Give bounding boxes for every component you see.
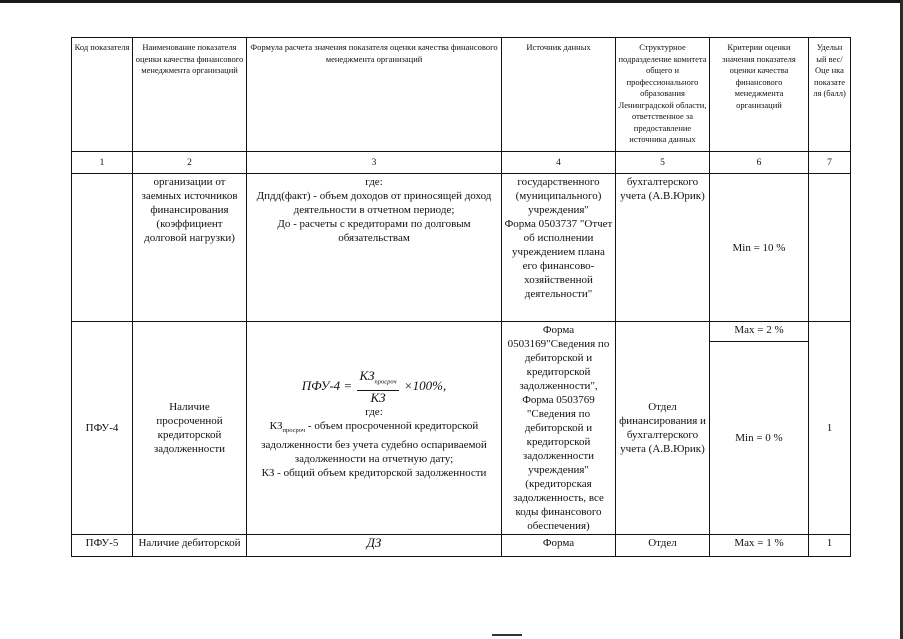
def1-subscript: просроч xyxy=(282,426,306,434)
scan-mark xyxy=(492,634,522,636)
header-code: Код показателя xyxy=(72,38,133,152)
col-number: 1 xyxy=(72,152,133,174)
header-formula: Формула расчета значения показателя оценки качества финансового менеджмента организаций xyxy=(247,38,502,152)
col-number: 2 xyxy=(133,152,247,174)
pfu5-criterion: Max = 1 % xyxy=(710,535,809,557)
formula-tail: ×100%, xyxy=(403,377,447,393)
cont-score xyxy=(809,174,851,322)
def1-symbol: КЗ xyxy=(269,419,283,432)
header-name: Наименование показателя оценки качества финансового менеджмента организаций xyxy=(133,38,247,152)
scan-edge-top xyxy=(0,0,903,3)
formula-fraction xyxy=(357,369,398,405)
pfu5-name: Наличие дебиторской xyxy=(133,535,247,557)
pfu5-formula: ДЗ xyxy=(247,535,502,557)
col-number: 5 xyxy=(616,152,710,174)
pfu4-criterion-max: Max = 2 % xyxy=(710,322,809,342)
pfu4-formula-expression xyxy=(249,369,499,405)
numerator-subscript: просроч xyxy=(374,378,397,386)
pfu4-criterion-min: Min = 0 % xyxy=(710,342,809,535)
pfu4-score: 1 xyxy=(809,322,851,535)
formula-def2: КЗ - общий объем кредиторской задолженности xyxy=(261,466,487,479)
cont-name: организации от заемных источников финансирования (коэффициент долговой нагрузки) xyxy=(133,174,247,322)
formula-def1 xyxy=(249,419,499,466)
pfu4-formula xyxy=(247,322,502,535)
formula-denominator: КЗ xyxy=(370,389,386,405)
formula-numerator xyxy=(357,369,398,391)
cont-dept: бухгалтерского учета (А.В.Юрик) xyxy=(616,174,710,322)
header-criteria: Критерии оценки значения показателя оценки качества финансового менеджмента организаций xyxy=(710,38,809,152)
pfu5-code: ПФУ-5 xyxy=(72,535,133,557)
col-number: 4 xyxy=(502,152,616,174)
pfu5-source: Форма xyxy=(502,535,616,557)
pfu4-source: Форма 0503169"Сведения по дебиторской и кредиторской задолженности", Форма 0503769 "Сведения по дебиторской и кредиторской задолженности учреждения" (кредиторская задолженность, все коды финансового обеспечения) xyxy=(502,322,616,535)
cont-code xyxy=(72,174,133,322)
pfu5-score: 1 xyxy=(809,535,851,557)
numerator-symbol: КЗ xyxy=(359,368,375,383)
formula-where: где: xyxy=(365,405,383,418)
cont-criterion: Min = 10 % xyxy=(710,174,809,322)
indicators-table xyxy=(71,37,851,557)
header-weight: Удельн ый вес/Оце нка показате ля (балл) xyxy=(809,38,851,152)
header-source: Источник данных xyxy=(502,38,616,152)
pfu4-dept: Отдел финансирования и бухгалтерского учета (А.В.Юрик) xyxy=(616,322,710,535)
pfu4-name: Наличие просроченной кредиторской задолженности xyxy=(133,322,247,535)
col-number: 6 xyxy=(710,152,809,174)
col-number: 7 xyxy=(809,152,851,174)
pfu4-code: ПФУ-4 xyxy=(72,322,133,535)
cont-formula-text: где: Дпдд(факт) - объем доходов от приносящей доход деятельности в отчетном периоде; До - расчеты с кредиторами по долговым обязательствам xyxy=(247,174,502,322)
col-number: 3 xyxy=(247,152,502,174)
header-dept: Структурное подразделение комитета общего и профессионального образования Ленинградской области, ответственное за предоставление источника данных xyxy=(616,38,710,152)
pfu5-dept: Отдел xyxy=(616,535,710,557)
formula-lhs: ПФУ-4 = xyxy=(301,377,353,393)
cont-source: государственного (муниципального) учреждения" Форма 0503737 "Отчет об исполнении учреждением плана его финансово-хозяйственной деятельности" xyxy=(502,174,616,322)
def1-text: - объем просроченной кредиторской задолженности без учета судебно оспариваемой задолженности на отчетную дату; xyxy=(261,419,487,465)
